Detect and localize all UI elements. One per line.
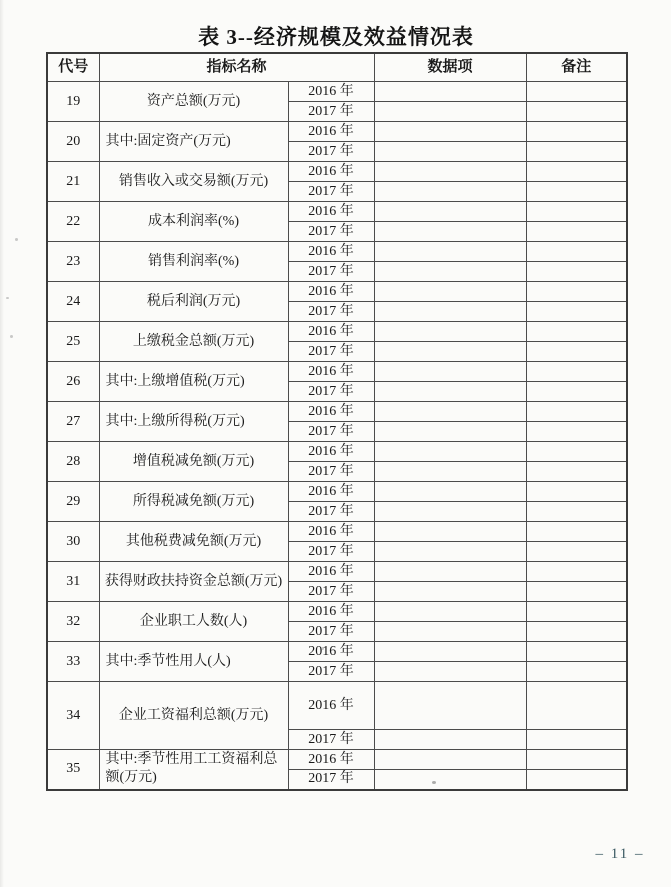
scan-artifact	[6, 297, 9, 299]
indicator-name: 增值税减免额(万元)	[99, 442, 288, 482]
indicator-code: 20	[47, 122, 99, 162]
data-item-cell-2016	[374, 482, 526, 502]
indicator-row-year-2016	[47, 402, 627, 422]
indicator-name: 税后利润(万元)	[99, 282, 288, 322]
year-label-2017: 2017 年	[288, 182, 374, 202]
header-remark: 备注	[526, 53, 627, 82]
year-label-2016: 2016 年	[288, 82, 374, 102]
indicator-row-year-2016	[47, 282, 627, 302]
indicator-code: 29	[47, 482, 99, 522]
remark-cell-2016	[526, 522, 627, 542]
year-label-2016: 2016 年	[288, 642, 374, 662]
data-item-cell-2017	[374, 342, 526, 362]
indicator-row-year-2016	[47, 750, 627, 770]
data-item-cell-2017	[374, 730, 526, 750]
indicator-name: 企业职工人数(人)	[99, 602, 288, 642]
year-label-2016: 2016 年	[288, 750, 374, 770]
year-label-2016: 2016 年	[288, 562, 374, 582]
remark-cell-2017	[526, 382, 627, 402]
indicator-row-year-2016	[47, 522, 627, 542]
year-label-2017: 2017 年	[288, 422, 374, 442]
year-label-2017: 2017 年	[288, 222, 374, 242]
scan-artifact	[10, 335, 13, 338]
indicator-row-year-2016	[47, 482, 627, 502]
year-label-2017: 2017 年	[288, 342, 374, 362]
year-label-2017: 2017 年	[288, 382, 374, 402]
indicator-code: 35	[47, 750, 99, 790]
remark-cell-2017	[526, 662, 627, 682]
indicator-name: 销售收入或交易额(万元)	[99, 162, 288, 202]
data-item-cell-2016	[374, 122, 526, 142]
header-indicator-name: 指标名称	[99, 53, 374, 82]
scan-artifact	[432, 781, 436, 784]
indicator-row-year-2016	[47, 202, 627, 222]
indicator-code: 32	[47, 602, 99, 642]
table-body	[47, 82, 627, 790]
data-item-cell-2017	[374, 542, 526, 562]
data-item-cell-2016	[374, 602, 526, 622]
indicator-row-year-2016	[47, 562, 627, 582]
data-item-cell-2017	[374, 382, 526, 402]
indicator-code: 22	[47, 202, 99, 242]
year-label-2017: 2017 年	[288, 262, 374, 282]
year-label-2017: 2017 年	[288, 462, 374, 482]
year-label-2016: 2016 年	[288, 362, 374, 382]
economic-scale-benefit-table	[46, 52, 628, 791]
remark-cell-2016	[526, 442, 627, 462]
data-item-cell-2016	[374, 642, 526, 662]
year-label-2016: 2016 年	[288, 602, 374, 622]
indicator-row-year-2016	[47, 642, 627, 662]
year-label-2016: 2016 年	[288, 482, 374, 502]
data-item-cell-2017	[374, 770, 526, 790]
indicator-name: 其中:上缴所得税(万元)	[99, 402, 288, 442]
indicator-name: 成本利润率(%)	[99, 202, 288, 242]
remark-cell-2017	[526, 102, 627, 122]
remark-cell-2017	[526, 142, 627, 162]
remark-cell-2016	[526, 682, 627, 730]
year-label-2016: 2016 年	[288, 402, 374, 422]
scan-artifact	[15, 238, 18, 241]
year-label-2017: 2017 年	[288, 730, 374, 750]
remark-cell-2016	[526, 162, 627, 182]
indicator-code: 33	[47, 642, 99, 682]
year-label-2016: 2016 年	[288, 682, 374, 730]
data-item-cell-2016	[374, 682, 526, 730]
table-header-row	[47, 53, 627, 82]
year-label-2017: 2017 年	[288, 102, 374, 122]
data-item-cell-2017	[374, 462, 526, 482]
header-data-item: 数据项	[374, 53, 526, 82]
remark-cell-2017	[526, 730, 627, 750]
page-title: 表 3--经济规模及效益情况表	[198, 25, 474, 49]
indicator-name: 所得税减免额(万元)	[99, 482, 288, 522]
indicator-code: 34	[47, 682, 99, 750]
data-item-cell-2017	[374, 302, 526, 322]
remark-cell-2016	[526, 562, 627, 582]
table-header	[47, 53, 627, 82]
remark-cell-2017	[526, 462, 627, 482]
indicator-code: 23	[47, 242, 99, 282]
remark-cell-2016	[526, 642, 627, 662]
year-label-2016: 2016 年	[288, 442, 374, 462]
remark-cell-2016	[526, 242, 627, 262]
remark-cell-2016	[526, 362, 627, 382]
indicator-code: 31	[47, 562, 99, 602]
year-label-2016: 2016 年	[288, 282, 374, 302]
indicator-name: 资产总额(万元)	[99, 82, 288, 122]
indicator-name: 其中:季节性用人(人)	[99, 642, 288, 682]
indicator-name: 其中:季节性用工工资福利总额(万元)	[99, 750, 288, 790]
remark-cell-2016	[526, 122, 627, 142]
remark-cell-2016	[526, 402, 627, 422]
remark-cell-2017	[526, 622, 627, 642]
data-item-cell-2017	[374, 582, 526, 602]
remark-cell-2016	[526, 750, 627, 770]
indicator-code: 24	[47, 282, 99, 322]
indicator-code: 30	[47, 522, 99, 562]
data-item-cell-2017	[374, 662, 526, 682]
indicator-code: 28	[47, 442, 99, 482]
data-item-cell-2016	[374, 442, 526, 462]
indicator-code: 21	[47, 162, 99, 202]
year-label-2016: 2016 年	[288, 202, 374, 222]
indicator-row-year-2016	[47, 442, 627, 462]
scan-edge-shading	[0, 0, 4, 887]
remark-cell-2016	[526, 282, 627, 302]
data-item-cell-2016	[374, 402, 526, 422]
year-label-2016: 2016 年	[288, 322, 374, 342]
indicator-row-year-2016	[47, 682, 627, 730]
indicator-name: 销售利润率(%)	[99, 242, 288, 282]
scan-artifact	[321, 647, 324, 650]
data-item-cell-2017	[374, 102, 526, 122]
indicator-row-year-2016	[47, 362, 627, 382]
year-label-2016: 2016 年	[288, 522, 374, 542]
indicator-row-year-2016	[47, 242, 627, 262]
year-label-2016: 2016 年	[288, 122, 374, 142]
data-item-cell-2017	[374, 502, 526, 522]
data-item-cell-2016	[374, 202, 526, 222]
year-label-2016: 2016 年	[288, 162, 374, 182]
year-label-2017: 2017 年	[288, 662, 374, 682]
remark-cell-2017	[526, 302, 627, 322]
page-number: – 11 –	[595, 846, 645, 862]
data-item-cell-2016	[374, 750, 526, 770]
indicator-code: 25	[47, 322, 99, 362]
indicator-row-year-2016	[47, 162, 627, 182]
indicator-code: 27	[47, 402, 99, 442]
data-item-cell-2017	[374, 422, 526, 442]
remark-cell-2016	[526, 82, 627, 102]
remark-cell-2017	[526, 582, 627, 602]
indicator-row-year-2016	[47, 122, 627, 142]
data-item-cell-2016	[374, 282, 526, 302]
remark-cell-2017	[526, 342, 627, 362]
indicator-row-year-2016	[47, 322, 627, 342]
year-label-2017: 2017 年	[288, 622, 374, 642]
remark-cell-2016	[526, 202, 627, 222]
indicator-code: 26	[47, 362, 99, 402]
remark-cell-2017	[526, 262, 627, 282]
year-label-2017: 2017 年	[288, 770, 374, 790]
data-item-cell-2016	[374, 82, 526, 102]
data-item-cell-2016	[374, 322, 526, 342]
data-item-cell-2016	[374, 562, 526, 582]
remark-cell-2017	[526, 542, 627, 562]
data-item-cell-2016	[374, 362, 526, 382]
remark-cell-2017	[526, 770, 627, 790]
year-label-2017: 2017 年	[288, 502, 374, 522]
indicator-name: 其中:固定资产(万元)	[99, 122, 288, 162]
year-label-2017: 2017 年	[288, 142, 374, 162]
year-label-2017: 2017 年	[288, 582, 374, 602]
indicator-name: 获得财政扶持资金总额(万元)	[99, 562, 288, 602]
data-item-cell-2017	[374, 622, 526, 642]
remark-cell-2016	[526, 482, 627, 502]
indicator-name: 上缴税金总额(万元)	[99, 322, 288, 362]
year-label-2017: 2017 年	[288, 302, 374, 322]
data-item-cell-2017	[374, 222, 526, 242]
remark-cell-2017	[526, 422, 627, 442]
remark-cell-2016	[526, 322, 627, 342]
data-item-cell-2016	[374, 242, 526, 262]
data-item-cell-2017	[374, 262, 526, 282]
indicator-name: 其他税费减免额(万元)	[99, 522, 288, 562]
remark-cell-2017	[526, 502, 627, 522]
year-label-2017: 2017 年	[288, 542, 374, 562]
year-label-2016: 2016 年	[288, 242, 374, 262]
remark-cell-2017	[526, 222, 627, 242]
remark-cell-2016	[526, 602, 627, 622]
data-item-cell-2017	[374, 182, 526, 202]
indicator-name: 企业工资福利总额(万元)	[99, 682, 288, 750]
indicator-code: 19	[47, 82, 99, 122]
indicator-row-year-2016	[47, 602, 627, 622]
remark-cell-2017	[526, 182, 627, 202]
indicator-name: 其中:上缴增值税(万元)	[99, 362, 288, 402]
header-code: 代号	[47, 53, 99, 82]
indicator-row-year-2016	[47, 82, 627, 102]
data-item-cell-2016	[374, 162, 526, 182]
data-item-cell-2016	[374, 522, 526, 542]
data-item-cell-2017	[374, 142, 526, 162]
